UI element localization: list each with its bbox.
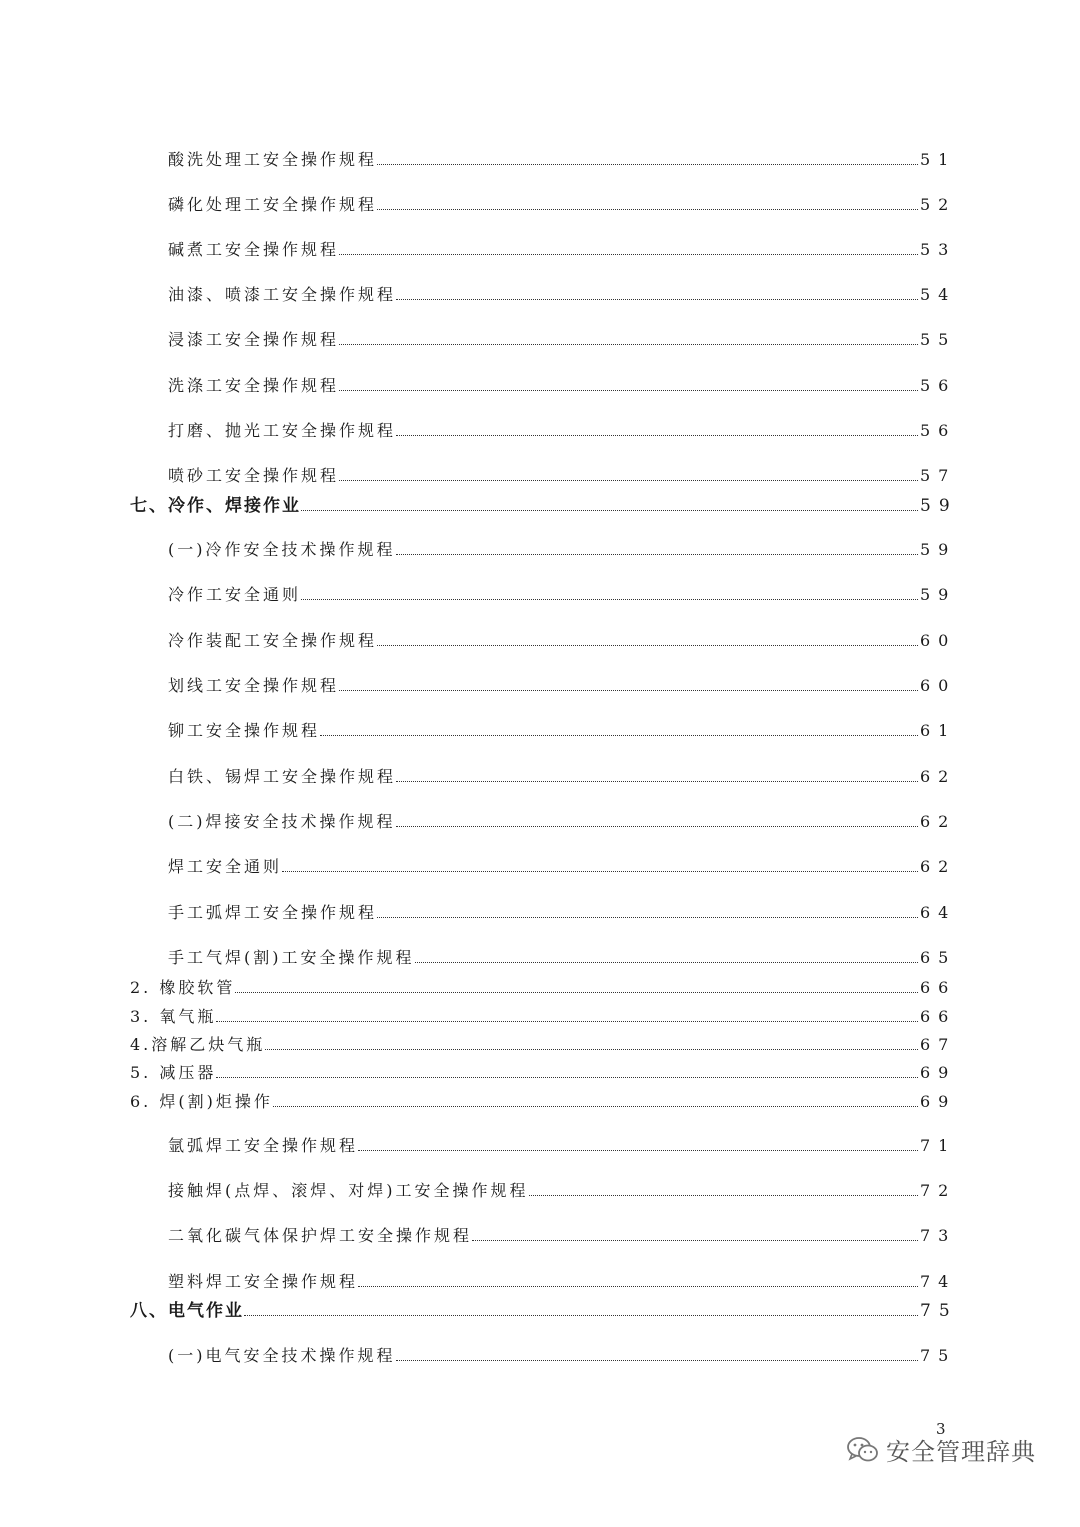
toc-entry-page: 72	[920, 1181, 957, 1200]
toc-entry[interactable]	[0, 944, 1080, 968]
toc-entry-title: 氩弧焊工安全操作规程	[168, 1136, 359, 1155]
toc-entry[interactable]	[0, 462, 1080, 486]
toc-leader-dots	[282, 859, 918, 872]
toc-entry-title: 3. 氧气瓶	[130, 1007, 217, 1026]
toc-leader-dots	[265, 1037, 918, 1050]
toc-leader-dots	[216, 1065, 918, 1078]
toc-entry[interactable]	[0, 853, 1080, 877]
toc-entry-title: 冷作工安全通则	[168, 585, 302, 604]
toc-entry-title: 浸漆工安全操作规程	[168, 330, 340, 349]
toc-entry-page: 66	[920, 978, 957, 997]
toc-entry-page: 56	[920, 421, 957, 440]
toc-entry-title: 冷作装配工安全操作规程	[168, 631, 378, 650]
toc-leader-dots	[358, 1138, 918, 1151]
toc-entry-title: 酸洗处理工安全操作规程	[168, 150, 378, 169]
toc-leader-dots	[244, 1303, 918, 1316]
toc-leader-dots	[339, 242, 918, 255]
toc-entry-page: 66	[920, 1007, 957, 1026]
toc-entry-title: 碱煮工安全操作规程	[168, 240, 340, 259]
toc-entry[interactable]	[0, 1031, 1080, 1055]
toc-entry-page: 73	[920, 1226, 957, 1245]
toc-entry[interactable]	[0, 1297, 1080, 1321]
toc-entry[interactable]	[0, 1268, 1080, 1292]
wechat-icon	[846, 1435, 880, 1465]
toc-leader-dots	[301, 498, 918, 511]
toc-entry-page: 69	[920, 1092, 957, 1111]
toc-entry[interactable]	[0, 417, 1080, 441]
toc-leader-dots	[377, 633, 918, 646]
toc-entry[interactable]	[0, 146, 1080, 170]
watermark-text: 安全管理辞典	[886, 1438, 1036, 1466]
toc-entry[interactable]	[0, 1222, 1080, 1246]
toc-entry-title: (一)电气安全技术操作规程	[168, 1346, 396, 1365]
toc-entry-page: 67	[920, 1035, 957, 1054]
toc-entry-page: 75	[920, 1346, 957, 1365]
toc-leader-dots	[396, 769, 918, 782]
toc-entry-title: 七、冷作、焊接作业	[130, 496, 301, 516]
toc-entry-page: 60	[920, 676, 957, 695]
toc-entry[interactable]	[0, 536, 1080, 560]
toc-entry[interactable]	[0, 1342, 1080, 1366]
toc-entry-page: 52	[920, 195, 957, 214]
toc-leader-dots	[320, 723, 918, 736]
toc-entry-title: (二)焊接安全技术操作规程	[168, 812, 396, 831]
toc-entry-page: 53	[920, 240, 957, 259]
toc-entry-page: 54	[920, 285, 957, 304]
toc-entry[interactable]	[0, 899, 1080, 923]
toc-entry[interactable]	[0, 1059, 1080, 1083]
toc-entry-title: (一)冷作安全技术操作规程	[168, 540, 396, 559]
toc-leader-dots	[396, 814, 919, 827]
toc-entry-title: 手工气焊(割)工安全操作规程	[168, 948, 415, 967]
toc-leader-dots	[235, 980, 918, 993]
toc-entry-title: 2. 橡胶软管	[130, 978, 236, 997]
toc-entry[interactable]	[0, 492, 1080, 516]
toc-leader-dots	[396, 423, 918, 436]
page-number: 3	[936, 1420, 946, 1438]
toc-entry-page: 51	[920, 150, 957, 169]
toc-entry-title: 6. 焊(割)炬操作	[130, 1092, 273, 1111]
toc-entry-title: 焊工安全通则	[168, 857, 283, 876]
toc-entry-page: 62	[920, 767, 957, 786]
toc-entry-title: 洗涤工安全操作规程	[168, 376, 340, 395]
toc-entry-page: 60	[920, 631, 957, 650]
toc-entry-title: 4.溶解乙炔气瓶	[130, 1035, 266, 1054]
toc-leader-dots	[377, 152, 918, 165]
toc-entry-page: 75	[920, 1301, 958, 1321]
toc-entry[interactable]	[0, 191, 1080, 215]
toc-entry-page: 62	[920, 857, 957, 876]
toc-entry-title: 铆工安全操作规程	[168, 721, 321, 740]
toc-entry-title: 磷化处理工安全操作规程	[168, 195, 378, 214]
toc-entry-page: 56	[920, 376, 957, 395]
toc-entry[interactable]	[0, 1088, 1080, 1112]
toc-entry[interactable]	[0, 326, 1080, 350]
toc-entry-title: 手工弧焊工安全操作规程	[168, 903, 378, 922]
toc-leader-dots	[396, 287, 918, 300]
toc-entry[interactable]	[0, 372, 1080, 396]
toc-entry[interactable]	[0, 236, 1080, 260]
toc-entry[interactable]	[0, 581, 1080, 605]
toc-leader-dots	[273, 1094, 918, 1107]
toc-entry-title: 接触焊(点焊、滚焊、对焊)工安全操作规程	[168, 1181, 529, 1200]
toc-entry-page: 59	[920, 496, 958, 516]
toc-leader-dots	[529, 1183, 919, 1196]
toc-leader-dots	[396, 542, 919, 555]
toc-entry[interactable]	[0, 1177, 1080, 1201]
toc-entry[interactable]	[0, 281, 1080, 305]
toc-entry[interactable]	[0, 1003, 1080, 1027]
toc-entry[interactable]	[0, 974, 1080, 998]
toc-entry-title: 油漆、喷漆工安全操作规程	[168, 285, 397, 304]
toc-entry-page: 74	[920, 1272, 957, 1291]
toc-entry-page: 61	[920, 721, 957, 740]
toc-entry[interactable]	[0, 672, 1080, 696]
toc-entry-title: 二氧化碳气体保护焊工安全操作规程	[168, 1226, 473, 1245]
toc-entry-page: 71	[920, 1136, 957, 1155]
toc-leader-dots	[415, 950, 919, 963]
toc-leader-dots	[339, 378, 918, 391]
toc-entry[interactable]	[0, 627, 1080, 651]
toc-entry-page: 69	[920, 1063, 957, 1082]
toc-entry-title: 5. 减压器	[130, 1063, 217, 1082]
toc-entry[interactable]	[0, 1132, 1080, 1156]
toc-entry-page: 57	[920, 466, 957, 485]
toc-entry-title: 打磨、抛光工安全操作规程	[168, 421, 397, 440]
toc-entry-page: 55	[920, 330, 957, 349]
toc-entry-page: 59	[920, 540, 957, 559]
toc-entry-page: 59	[920, 585, 957, 604]
toc-entry-page: 65	[920, 948, 957, 967]
toc-entry[interactable]	[0, 808, 1080, 832]
toc-entry-title: 八、电气作业	[130, 1301, 244, 1321]
toc-leader-dots	[377, 905, 918, 918]
toc-leader-dots	[339, 332, 918, 345]
toc-entry-title: 塑料焊工安全操作规程	[168, 1272, 359, 1291]
toc-leader-dots	[396, 1348, 919, 1361]
toc-leader-dots	[358, 1274, 918, 1287]
toc-entry-title: 划线工安全操作规程	[168, 676, 340, 695]
toc-leader-dots	[377, 197, 918, 210]
toc-leader-dots	[339, 678, 918, 691]
toc-entry[interactable]	[0, 717, 1080, 741]
toc-entry-title: 喷砂工安全操作规程	[168, 466, 340, 485]
toc-leader-dots	[472, 1228, 918, 1241]
toc-leader-dots	[216, 1009, 918, 1022]
toc-leader-dots	[339, 468, 918, 481]
toc-entry-page: 62	[920, 812, 957, 831]
toc-leader-dots	[301, 587, 918, 600]
toc-entry-title: 白铁、锡焊工安全操作规程	[168, 767, 397, 786]
toc-entry[interactable]	[0, 763, 1080, 787]
watermark	[846, 1432, 1036, 1467]
toc-entry-page: 64	[920, 903, 957, 922]
